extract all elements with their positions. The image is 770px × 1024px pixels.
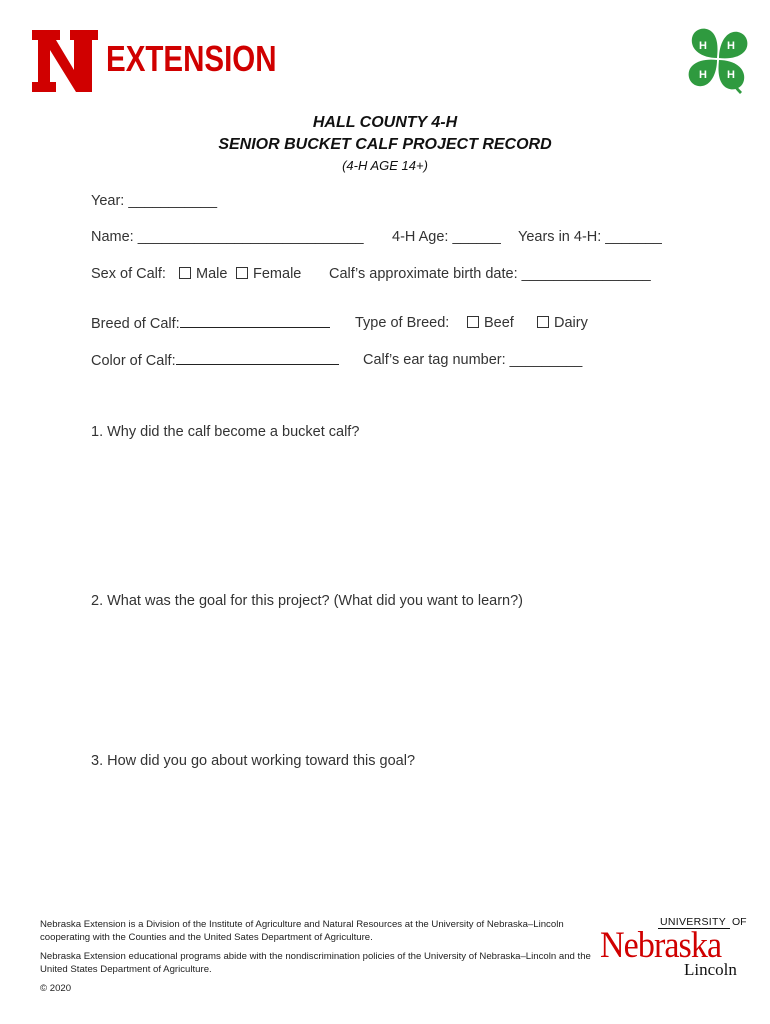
dairy-label: Dairy xyxy=(554,315,588,331)
extension-wordmark: EXTENSION xyxy=(106,38,277,79)
footer-paragraph-2: Nebraska Extension educational programs abide with the nondiscrimination policies of the University of Nebraska–Lincoln and the United States Department of Agriculture. xyxy=(40,951,591,975)
years-in-4h-field[interactable]: Years in 4-H: _______ xyxy=(518,229,662,245)
sex-female-option[interactable] xyxy=(236,266,301,282)
sex-of-calf-label: Sex of Calf: xyxy=(91,266,166,282)
name-field[interactable]: Name: ____________________________ xyxy=(91,229,364,245)
unl-logo xyxy=(600,916,750,982)
male-checkbox[interactable] xyxy=(179,267,191,279)
female-label: Female xyxy=(253,266,302,282)
breed-line[interactable] xyxy=(180,315,330,328)
sex-male-option[interactable] xyxy=(179,266,227,282)
footer-paragraph-1: Nebraska Extension is a Division of the Institute of Agriculture and Natural Resources at the University of Nebraska–Lincoln cooperating with the Counties and the United Sates Department of Agriculture. xyxy=(40,919,564,943)
breed-label: Breed of Calf: xyxy=(91,316,180,332)
title-line-1: HALL COUNTY 4-H xyxy=(312,114,458,131)
nebraska-n-logo xyxy=(30,26,100,96)
copyright: © 2020 xyxy=(40,983,72,994)
year-field[interactable]: Year: ___________ xyxy=(91,193,218,209)
type-dairy-option[interactable] xyxy=(537,315,588,331)
breed-field[interactable] xyxy=(91,315,330,332)
female-checkbox[interactable] xyxy=(236,267,248,279)
4h-clover-icon xyxy=(682,24,754,96)
unl-nebraska-text: Nebraska xyxy=(600,925,722,966)
color-line[interactable] xyxy=(176,352,339,365)
unl-lincoln-text: Lincoln xyxy=(684,960,737,979)
type-beef-option[interactable] xyxy=(467,315,514,331)
beef-label: Beef xyxy=(484,315,514,331)
question-2: 2. What was the goal for this project? (What did you want to learn?) xyxy=(91,593,523,609)
svg-text:H: H xyxy=(727,40,735,52)
svg-text:H: H xyxy=(699,69,707,81)
dairy-checkbox[interactable] xyxy=(537,316,549,328)
title-line-2: SENIOR BUCKET CALF PROJECT RECORD xyxy=(218,136,552,153)
question-1: 1. Why did the calf become a bucket calf? xyxy=(91,424,360,440)
male-label: Male xyxy=(196,266,228,282)
unl-of-text: OF xyxy=(732,916,747,928)
question-3: 3. How did you go about working toward this goal? xyxy=(91,753,416,769)
svg-text:H: H xyxy=(727,69,735,81)
unl-university-text: UNIVERSITY xyxy=(660,916,727,928)
color-label: Color of Calf: xyxy=(91,353,176,369)
ear-tag-field[interactable]: Calf’s ear tag number: _________ xyxy=(363,352,583,368)
color-field[interactable] xyxy=(91,352,339,369)
type-of-breed-label: Type of Breed: xyxy=(355,315,450,331)
age-field[interactable]: 4-H Age: ______ xyxy=(392,229,501,245)
subtitle: (4-H AGE 14+) xyxy=(342,158,428,173)
svg-text:H: H xyxy=(699,40,707,52)
beef-checkbox[interactable] xyxy=(467,316,479,328)
birth-date-field[interactable]: Calf’s approximate birth date: ________________ xyxy=(329,266,651,282)
